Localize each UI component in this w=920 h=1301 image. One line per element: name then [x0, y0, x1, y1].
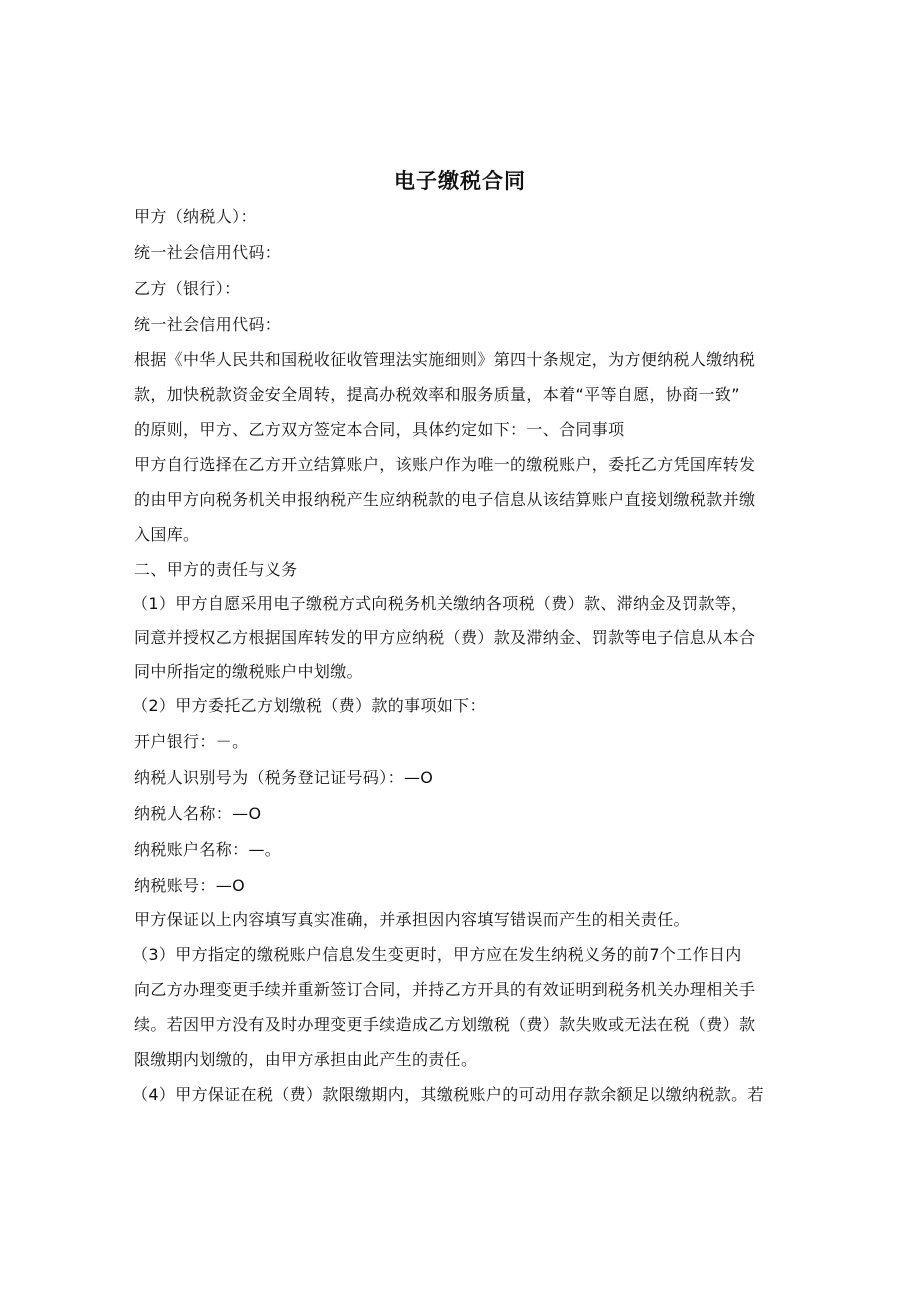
- section-2-heading: 二、甲方的责任与义务: [134, 560, 298, 579]
- party-a-credit-code-line: 统一社会信用代码：: [134, 243, 282, 262]
- item-2-line-1: （2）甲方委托乙方划缴税（费）款的事项如下：: [132, 696, 486, 715]
- preamble-line-3: 的原则，甲方、乙方双方签定本合同，具体约定如下：一、合同事项: [134, 420, 625, 439]
- taxpayer-name-field-line: 纳税人名称：—O: [134, 804, 262, 823]
- item-3-line-3: 续。若因甲方没有及时办理变更手续造成乙方划缴税（费）款失败或无法在税（费）款: [134, 1015, 756, 1034]
- item-3-line-1: （3）甲方指定的缴税账户信息发生变更时，甲方应在发生纳税义务的前7个工作日内: [132, 945, 742, 964]
- party-b-credit-code-line: 统一社会信用代码：: [134, 315, 282, 334]
- item-3-line-2: 向乙方办理变更手续并重新签订合同，并持乙方开具的有效证明到税务机关办理相关手: [134, 980, 756, 999]
- preamble-line-1: 根据《中华人民共和国税收征收管理法实施细则》第四十条规定，为方便纳税人缴纳税: [134, 350, 756, 369]
- account-name-field-line: 纳税账户名称：—。: [134, 840, 282, 859]
- clause-1-line-3: 入国库。: [134, 525, 200, 544]
- preamble-line-2: 款，加快税款资金安全周转，提高办税效率和服务质量，本着“平等自愿，协商一致”: [134, 385, 740, 404]
- bank-field-line: 开户银行：－。: [134, 732, 249, 751]
- taxpayer-id-field-line: 纳税人识别号为（税务登记证号码）：—O: [134, 768, 434, 787]
- party-b-line: 乙方（银行）：: [134, 279, 241, 298]
- item-3-line-4: 限缴期内划缴的，由甲方承担由此产生的责任。: [134, 1050, 478, 1069]
- item-4-line-1: （4）甲方保证在税（费）款限缴期内，其缴税账户的可动用存款余额足以缴纳税款。若: [132, 1085, 764, 1104]
- document-title: 电子缴税合同: [394, 169, 526, 193]
- item-1-line-3: 同中所指定的缴税账户中划缴。: [134, 662, 363, 681]
- guarantee-line: 甲方保证以上内容填写真实准确，并承担因内容填写错误而产生的相关责任。: [134, 910, 690, 929]
- item-1-line-1: （1）甲方自愿采用电子缴税方式向税务机关缴纳各项税（费）款、滞纳金及罚款等，: [132, 594, 748, 613]
- item-1-line-2: 同意并授权乙方根据国库转发的甲方应纳税（费）款及滞纳金、罚款等电子信息从本合: [134, 628, 756, 647]
- account-number-field-line: 纳税账号：—O: [134, 876, 246, 895]
- clause-1-line-1: 甲方自行选择在乙方开立结算账户，该账户作为唯一的缴税账户，委托乙方凭国库转发: [134, 455, 756, 474]
- clause-1-line-2: 的由甲方向税务机关申报纳税产生应纳税款的电子信息从该结算账户直接划缴税款并缴: [134, 490, 756, 509]
- party-a-line: 甲方（纳税人）：: [134, 207, 257, 226]
